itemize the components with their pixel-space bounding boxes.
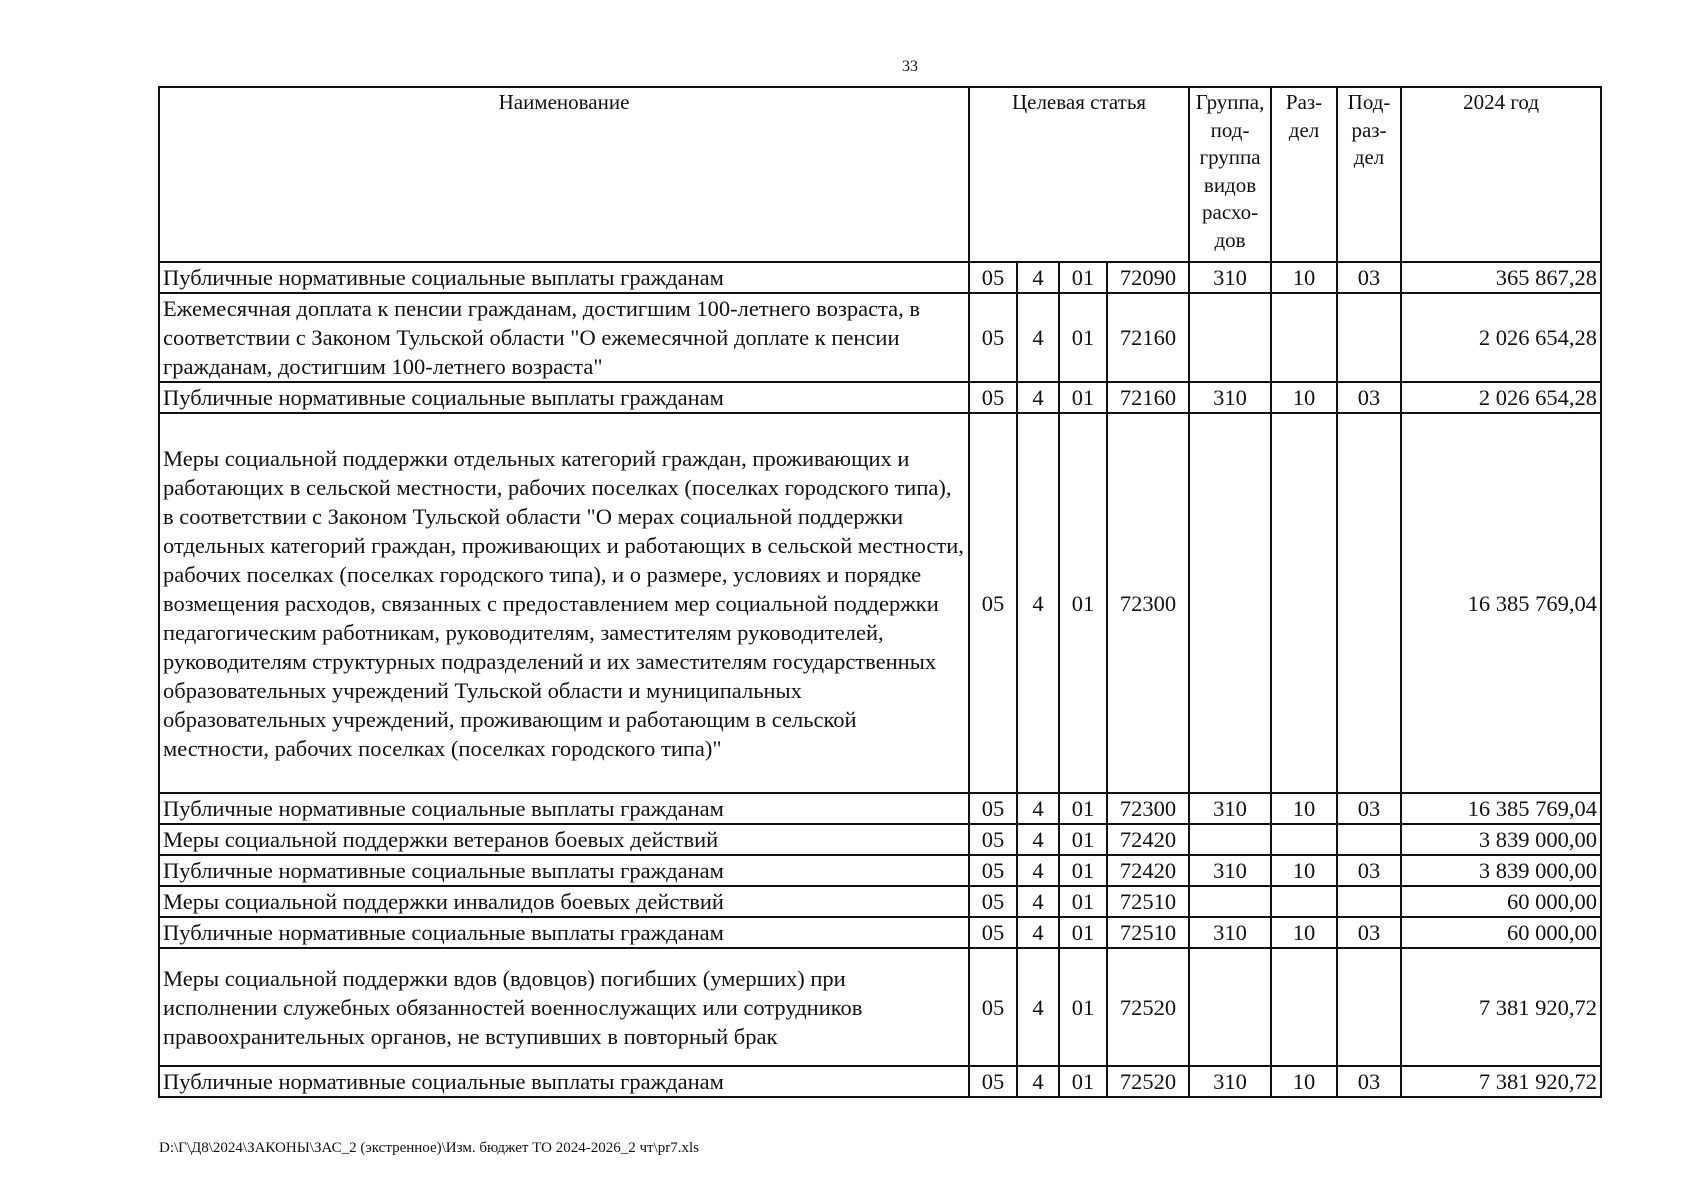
row-expense-group: 310 xyxy=(1189,382,1271,413)
row-name: Публичные нормативные социальные выплаты гражданам xyxy=(159,262,969,293)
row-subsection: 03 xyxy=(1337,1066,1401,1097)
row-expense-group: 310 xyxy=(1189,917,1271,948)
row-subsection xyxy=(1337,293,1401,382)
row-target-code: 72420 xyxy=(1107,824,1189,855)
row-amount-2024: 2 026 654,28 xyxy=(1401,382,1601,413)
row-subsection: 03 xyxy=(1337,262,1401,293)
row-target-subprogram: 4 xyxy=(1017,293,1059,382)
row-name: Публичные нормативные социальные выплаты гражданам xyxy=(159,1066,969,1097)
row-name: Ежемесячная доплата к пенсии гражданам, достигшим 100-летнего возраста, в соответствии с Законом Тульской области "О ежемесячной доплате к пенсии гражданам, достигшим 100-летнего возраста" xyxy=(159,293,969,382)
header-year-2024: 2024 год xyxy=(1401,87,1601,262)
row-target-subprogram: 4 xyxy=(1017,382,1059,413)
row-expense-group xyxy=(1189,886,1271,917)
row-target-subprogram: 4 xyxy=(1017,1066,1059,1097)
row-subsection xyxy=(1337,886,1401,917)
file-path-footer: D:\Г\Д8\2024\ЗАКОНЫ\ЗАС_2 (экстренное)\Изм. бюджет ТО 2024-2026_2 чт\pr7.xls xyxy=(159,1140,699,1156)
row-section: 10 xyxy=(1271,855,1337,886)
header-name: Наименование xyxy=(159,87,969,262)
row-target-measure: 01 xyxy=(1059,382,1107,413)
row-target-measure: 01 xyxy=(1059,824,1107,855)
row-target-code: 72160 xyxy=(1107,382,1189,413)
row-target-program: 05 xyxy=(969,886,1017,917)
row-subsection: 03 xyxy=(1337,917,1401,948)
row-name: Публичные нормативные социальные выплаты гражданам xyxy=(159,793,969,824)
row-expense-group xyxy=(1189,413,1271,793)
table-row xyxy=(159,1066,1601,1097)
page-number: 33 xyxy=(902,58,918,75)
row-expense-group: 310 xyxy=(1189,1066,1271,1097)
row-target-subprogram: 4 xyxy=(1017,917,1059,948)
row-target-program: 05 xyxy=(969,948,1017,1066)
row-target-subprogram: 4 xyxy=(1017,793,1059,824)
row-amount-2024: 16 385 769,04 xyxy=(1401,793,1601,824)
row-target-program: 05 xyxy=(969,413,1017,793)
budget-table xyxy=(158,86,1602,1098)
row-target-measure: 01 xyxy=(1059,793,1107,824)
row-amount-2024: 60 000,00 xyxy=(1401,886,1601,917)
row-section: 10 xyxy=(1271,1066,1337,1097)
row-name: Меры социальной поддержки отдельных категорий граждан, проживающих и работающих в сельской местности, рабочих поселках (поселках городского типа), в соответствии с Законом Тульской области "О мерах социальной поддержки отдельных категорий граждан, проживающих и работающих в сельской местности, рабочих поселках (поселках городского типа), и о размере, условиях и порядке возмещения расходов, связанных с предоставлением мер социальной поддержки педагогическим работникам, руководителям, заместителям руководителей, руководителям структурных подразделений и их заместителям государственных образовательных учреждений Тульской области и муниципальных образовательных учреждений, проживающим и работающим в сельской местности, рабочих поселках (поселках городского типа)" xyxy=(159,413,969,793)
row-target-program: 05 xyxy=(969,293,1017,382)
row-target-program: 05 xyxy=(969,1066,1017,1097)
row-target-subprogram: 4 xyxy=(1017,824,1059,855)
row-expense-group xyxy=(1189,948,1271,1066)
row-target-code: 72420 xyxy=(1107,855,1189,886)
row-target-program: 05 xyxy=(969,262,1017,293)
table-row xyxy=(159,382,1601,413)
row-target-measure: 01 xyxy=(1059,1066,1107,1097)
row-subsection xyxy=(1337,948,1401,1066)
row-section xyxy=(1271,413,1337,793)
row-target-subprogram: 4 xyxy=(1017,855,1059,886)
header-target-article: Целевая статья xyxy=(969,87,1189,262)
table-row xyxy=(159,948,1601,1066)
table-row xyxy=(159,262,1601,293)
row-target-code: 72510 xyxy=(1107,886,1189,917)
row-target-measure: 01 xyxy=(1059,886,1107,917)
row-name: Меры социальной поддержки вдов (вдовцов) погибших (умерших) при исполнении служебных обязанностей военнослужащих или сотрудников правоохранительных органов, не вступивших в повторный брак xyxy=(159,948,969,1066)
row-amount-2024: 365 867,28 xyxy=(1401,262,1601,293)
table-row xyxy=(159,917,1601,948)
row-target-code: 72520 xyxy=(1107,1066,1189,1097)
header-row xyxy=(159,87,1601,262)
row-subsection xyxy=(1337,824,1401,855)
row-target-code: 72300 xyxy=(1107,413,1189,793)
row-section xyxy=(1271,948,1337,1066)
row-name: Публичные нормативные социальные выплаты гражданам xyxy=(159,917,969,948)
header-subsection: Под- раз- дел xyxy=(1337,87,1401,262)
table-row xyxy=(159,886,1601,917)
table-row xyxy=(159,413,1601,793)
row-target-subprogram: 4 xyxy=(1017,948,1059,1066)
row-target-subprogram: 4 xyxy=(1017,413,1059,793)
header-expense-group: Группа, под- группа видов расхо- дов xyxy=(1189,87,1271,262)
row-target-program: 05 xyxy=(969,793,1017,824)
row-target-subprogram: 4 xyxy=(1017,262,1059,293)
header-section: Раз- дел xyxy=(1271,87,1337,262)
row-section xyxy=(1271,824,1337,855)
row-target-measure: 01 xyxy=(1059,413,1107,793)
row-target-measure: 01 xyxy=(1059,262,1107,293)
row-target-subprogram: 4 xyxy=(1017,886,1059,917)
row-amount-2024: 3 839 000,00 xyxy=(1401,855,1601,886)
row-amount-2024: 60 000,00 xyxy=(1401,917,1601,948)
row-amount-2024: 3 839 000,00 xyxy=(1401,824,1601,855)
table-row xyxy=(159,824,1601,855)
row-subsection: 03 xyxy=(1337,793,1401,824)
row-target-program: 05 xyxy=(969,917,1017,948)
row-target-code: 72510 xyxy=(1107,917,1189,948)
row-name: Публичные нормативные социальные выплаты гражданам xyxy=(159,855,969,886)
row-subsection xyxy=(1337,413,1401,793)
row-target-code: 72520 xyxy=(1107,948,1189,1066)
row-target-measure: 01 xyxy=(1059,293,1107,382)
row-amount-2024: 7 381 920,72 xyxy=(1401,1066,1601,1097)
row-target-measure: 01 xyxy=(1059,855,1107,886)
row-expense-group: 310 xyxy=(1189,262,1271,293)
row-amount-2024: 16 385 769,04 xyxy=(1401,413,1601,793)
table-row xyxy=(159,855,1601,886)
row-expense-group: 310 xyxy=(1189,793,1271,824)
row-section: 10 xyxy=(1271,382,1337,413)
row-expense-group: 310 xyxy=(1189,855,1271,886)
row-section xyxy=(1271,293,1337,382)
row-target-program: 05 xyxy=(969,382,1017,413)
row-target-code: 72300 xyxy=(1107,793,1189,824)
row-name: Меры социальной поддержки инвалидов боевых действий xyxy=(159,886,969,917)
row-section xyxy=(1271,886,1337,917)
row-amount-2024: 2 026 654,28 xyxy=(1401,293,1601,382)
row-target-code: 72160 xyxy=(1107,293,1189,382)
row-subsection: 03 xyxy=(1337,855,1401,886)
row-name: Публичные нормативные социальные выплаты гражданам xyxy=(159,382,969,413)
row-expense-group xyxy=(1189,824,1271,855)
row-target-program: 05 xyxy=(969,855,1017,886)
row-target-program: 05 xyxy=(969,824,1017,855)
row-amount-2024: 7 381 920,72 xyxy=(1401,948,1601,1066)
row-section: 10 xyxy=(1271,917,1337,948)
row-section: 10 xyxy=(1271,262,1337,293)
row-expense-group xyxy=(1189,293,1271,382)
row-name: Меры социальной поддержки ветеранов боевых действий xyxy=(159,824,969,855)
row-section: 10 xyxy=(1271,793,1337,824)
row-target-measure: 01 xyxy=(1059,917,1107,948)
row-subsection: 03 xyxy=(1337,382,1401,413)
table-row xyxy=(159,793,1601,824)
row-target-measure: 01 xyxy=(1059,948,1107,1066)
row-target-code: 72090 xyxy=(1107,262,1189,293)
table-row xyxy=(159,293,1601,382)
